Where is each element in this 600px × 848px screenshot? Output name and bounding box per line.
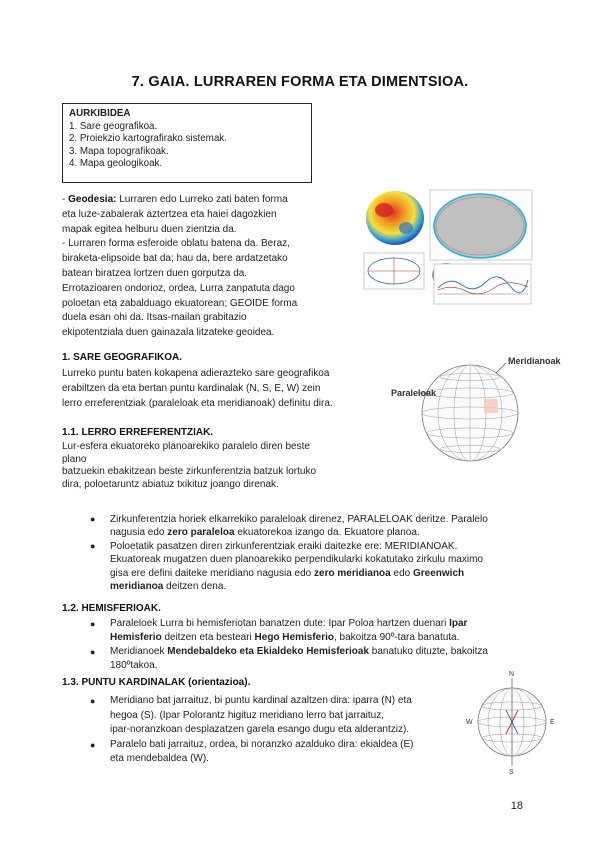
text-line: batzuekin ebakitzean beste zirkunferentzia batzuk lortuko <box>62 466 317 477</box>
list-item <box>90 540 540 594</box>
bullet-dot: ● <box>90 647 96 657</box>
compass-globe-image <box>466 668 556 776</box>
text-line: erabiltzen da eta bertan puntu kardinalak (N, S, E, W) zein <box>62 382 321 394</box>
text-line: Errotazioaren ondorioz, ordea, Lurra zanpatuta dago <box>62 282 295 294</box>
text-line: - Lurraren forma esferoide oblatu batena da. Beraz, <box>62 238 290 250</box>
text-line <box>110 526 540 539</box>
text-run: Paraleloek Lurra bi hemisferiotan banatzen dute: Ipar Poloa hartzen duenari <box>110 618 450 629</box>
text-line: Paralelo bati jarraituz, ordea, bi noranzko azalduko dira: ekialdea (E) <box>110 738 414 750</box>
text-line: mapak egitea helburu duen zientzia da. <box>62 223 237 235</box>
meridianoak-label: Meridianoak <box>508 356 561 366</box>
list-item <box>90 738 460 767</box>
text-line: dira, poloetaruntz abiatuz txikituz joango direnak. <box>62 478 279 490</box>
section-heading-hemisferioak: 1.2. HEMISFERIOAK. <box>62 603 161 614</box>
list-item <box>90 694 460 738</box>
text-run: nagusia edo <box>110 527 168 539</box>
index-box <box>62 103 312 183</box>
section-heading-sare: 1. SARE GEOGRAFIKOA. <box>62 352 183 363</box>
lerro-paragraph <box>62 441 382 491</box>
text-line: Lurreko puntu baten kokapena adierazteko sare geografikoa <box>62 368 330 379</box>
text-line: Ekuatoreak mugatzen duen planoarekiko perpendikularki kokatutako zirkulu maximo <box>110 554 483 566</box>
graticule-image <box>388 353 561 473</box>
text-line: 180ºtakoa. <box>110 660 158 671</box>
text-run: Meridianoek <box>110 646 168 657</box>
geodesia-term: Geodesia: <box>68 194 117 205</box>
text-line: Zirkunferentzia horiek elkarrekiko paraleloak direnez, PARALELOAK deritze. Paralelo <box>110 514 488 525</box>
index-item: 3. Mapa topografikoak. <box>69 145 169 157</box>
text-run: edo <box>390 567 413 579</box>
page-number: 18 <box>510 800 523 812</box>
text-line <box>110 580 540 593</box>
bold-term: Ipar <box>449 618 468 629</box>
bold-term: Hemisferio <box>110 632 162 643</box>
text-run: gisa ere defini daiteke meridiano nagusia edo <box>110 567 315 579</box>
compass-south-label: S <box>509 769 514 776</box>
geoid-collage-image <box>362 190 532 310</box>
bullet-dot: ● <box>90 619 96 629</box>
bold-term: zero meridianoa <box>314 567 391 579</box>
geoid-colored-globe <box>366 191 424 245</box>
compass-north-label: N <box>509 671 515 678</box>
list-item <box>90 617 540 645</box>
heading-text: 1.3. PUNTU KARDINALAK <box>62 677 189 688</box>
sare-paragraph <box>62 367 382 411</box>
bullet-dot: ● <box>90 540 96 551</box>
bold-term: Mendebaldeko eta Ekialdeko Hemisferioak <box>167 646 370 657</box>
text-line: hegoa (S). (Ipar Polorantz higituz meridiano lerro bat jarraituz, <box>110 709 385 721</box>
text-line: Poloetatik pasatzen diren zirkunferentziak eraiki daitezke ere: MERIDIANOAK. <box>110 540 458 552</box>
text-run: ekuatorekoa izango da. Ekuatore planoa. <box>234 527 420 539</box>
ellipsoid-diagram <box>434 194 526 258</box>
paraleloak-label: Paraleloak <box>391 388 437 398</box>
text-line: ekipotentziala duen gainazala litzateke geoidea. <box>62 327 275 339</box>
text-line: ipar-noranzkoan desplazatzen garela esango dugu eta alderantziz). <box>110 724 410 735</box>
index-item: 1. Sare geografikoa. <box>69 120 158 132</box>
text-line: duela esan ohi da. Itsas-mailan grabitazio <box>62 312 247 324</box>
text-line: Lur-esfera ekuatoreko planoarekiko paralelo diren beste <box>62 441 310 452</box>
compass-west-label: W <box>466 719 473 726</box>
text-run: , bakoitza 90º-tara banatuta. <box>334 632 460 643</box>
geoid-figure <box>362 190 532 310</box>
text-run: deitzen eta besteari <box>161 632 255 643</box>
dash: - <box>62 194 69 205</box>
text-line: eta luze-zabalerak aztertzea eta haiei dagozkien <box>62 208 277 220</box>
text-line <box>110 631 540 645</box>
index-item: 4. Mapa geologikoak. <box>69 158 163 170</box>
text-line: Meridiano bat jarraituz, bi puntu kardinal azaltzen dira: iparra (N) eta <box>110 695 412 706</box>
text-line: lerro erreferentziak (paraleloak eta meridianoak) definitu dira. <box>62 397 333 409</box>
bold-term: meridianoa <box>110 581 164 593</box>
graticule-figure <box>388 353 561 473</box>
section-heading-puntu-kardinalak <box>62 677 250 688</box>
bullet-dot: ● <box>90 514 96 524</box>
text-line <box>110 617 540 631</box>
text-line <box>110 645 540 659</box>
hemisferioak-bullet-list <box>90 617 540 673</box>
index-item: 2. Proiekzio kartografirako sistemak. <box>69 133 227 145</box>
text-line: biraketa-elipsoide bat da; hau da, bere ardatzetako <box>62 253 288 265</box>
section-heading-lerro: 1.1. LERRO ERREFERENTZIAK. <box>62 427 214 438</box>
text-run: deitzen dena. <box>163 581 227 593</box>
index-heading: AURKIBIDEA <box>69 108 131 119</box>
bold-term: zero paraleloa <box>167 527 235 539</box>
text-line: poloetan eta zabalduago ekuatorean; GEOIDE forma <box>62 297 298 309</box>
heading-text: (orientazioa). <box>188 677 251 688</box>
compass-east-label: E <box>550 719 555 726</box>
geodesia-paragraph <box>62 193 362 341</box>
text-line: Lurraren edo Lurreko zati baten forma <box>116 194 288 205</box>
list-item <box>90 513 540 540</box>
text-line: eta mendebaldea (W). <box>110 753 209 764</box>
puntu-bullet-list <box>90 694 460 767</box>
bullet-dot: ● <box>90 696 96 706</box>
bullet-dot: ● <box>90 739 96 750</box>
page-title: 7. GAIA. LURRAREN FORMA ETA DIMENTSIOA. <box>131 74 469 90</box>
bold-term: Greenwich <box>412 567 465 579</box>
text-line <box>110 567 540 580</box>
compass-globe-figure <box>466 668 556 776</box>
text-run: banatuko dituzte, bakoitza <box>369 646 488 657</box>
text-line: batean biratzea lortzen duen gorputza da. <box>62 267 248 279</box>
lerro-bullet-list <box>90 513 540 593</box>
bold-term: Hego Hemisferio <box>254 632 334 643</box>
text-line: plano <box>62 453 87 465</box>
